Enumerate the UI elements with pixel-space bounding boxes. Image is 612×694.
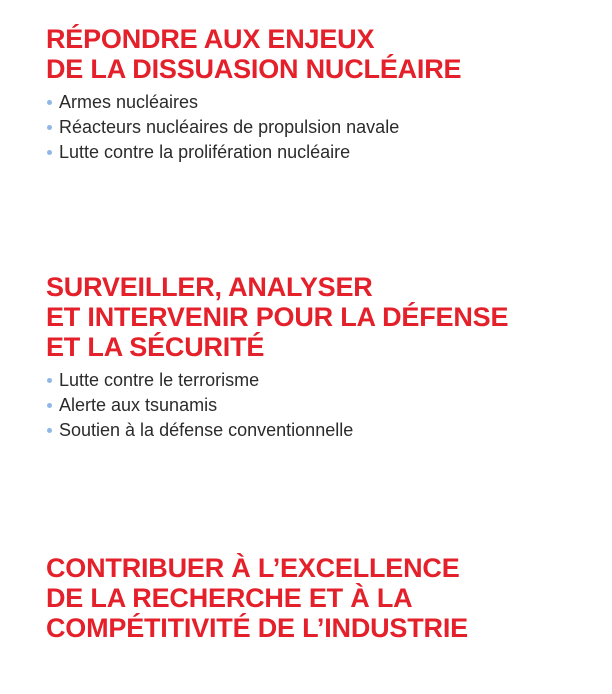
section-research-industry (46, 553, 586, 643)
list-item (46, 140, 586, 165)
bullet-dot-icon (47, 378, 52, 383)
section-heading (46, 553, 586, 643)
heading-line: COMPÉTITIVITÉ DE L’INDUSTRIE (46, 613, 468, 643)
list-item-text: Armes nucléaires (59, 92, 199, 112)
section-nuclear-deterrence (46, 24, 586, 165)
bullet-list (46, 90, 586, 165)
list-item (46, 368, 586, 393)
list-item-text: Lutte contre la prolifération nucléaire (59, 142, 351, 162)
heading-line: ET LA SÉCURITÉ (46, 332, 265, 362)
bullet-dot-icon (47, 100, 52, 105)
bullet-list (46, 368, 586, 443)
heading-line: RÉPONDRE AUX ENJEUX (46, 24, 375, 54)
list-item (46, 393, 586, 418)
heading-line: DE LA RECHERCHE ET À LA (46, 583, 413, 613)
list-item (46, 115, 586, 140)
bullet-dot-icon (47, 428, 52, 433)
list-item-text: Alerte aux tsunamis (59, 395, 218, 415)
list-item-text: Réacteurs nucléaires de propulsion navale (59, 117, 400, 137)
list-item (46, 418, 586, 443)
bullet-dot-icon (47, 403, 52, 408)
bullet-dot-icon (47, 125, 52, 130)
section-heading (46, 24, 586, 84)
heading-line: ET INTERVENIR POUR LA DÉFENSE (46, 302, 509, 332)
list-item (46, 90, 586, 115)
heading-line: CONTRIBUER À L’EXCELLENCE (46, 553, 460, 583)
heading-line: SURVEILLER, ANALYSER (46, 272, 373, 302)
section-heading (46, 272, 586, 362)
list-item-text: Soutien à la défense conventionnelle (59, 420, 354, 440)
heading-line: DE LA DISSUASION NUCLÉAIRE (46, 54, 462, 84)
section-defense-security (46, 272, 586, 443)
bullet-dot-icon (47, 150, 52, 155)
list-item-text: Lutte contre le terrorisme (59, 370, 260, 390)
